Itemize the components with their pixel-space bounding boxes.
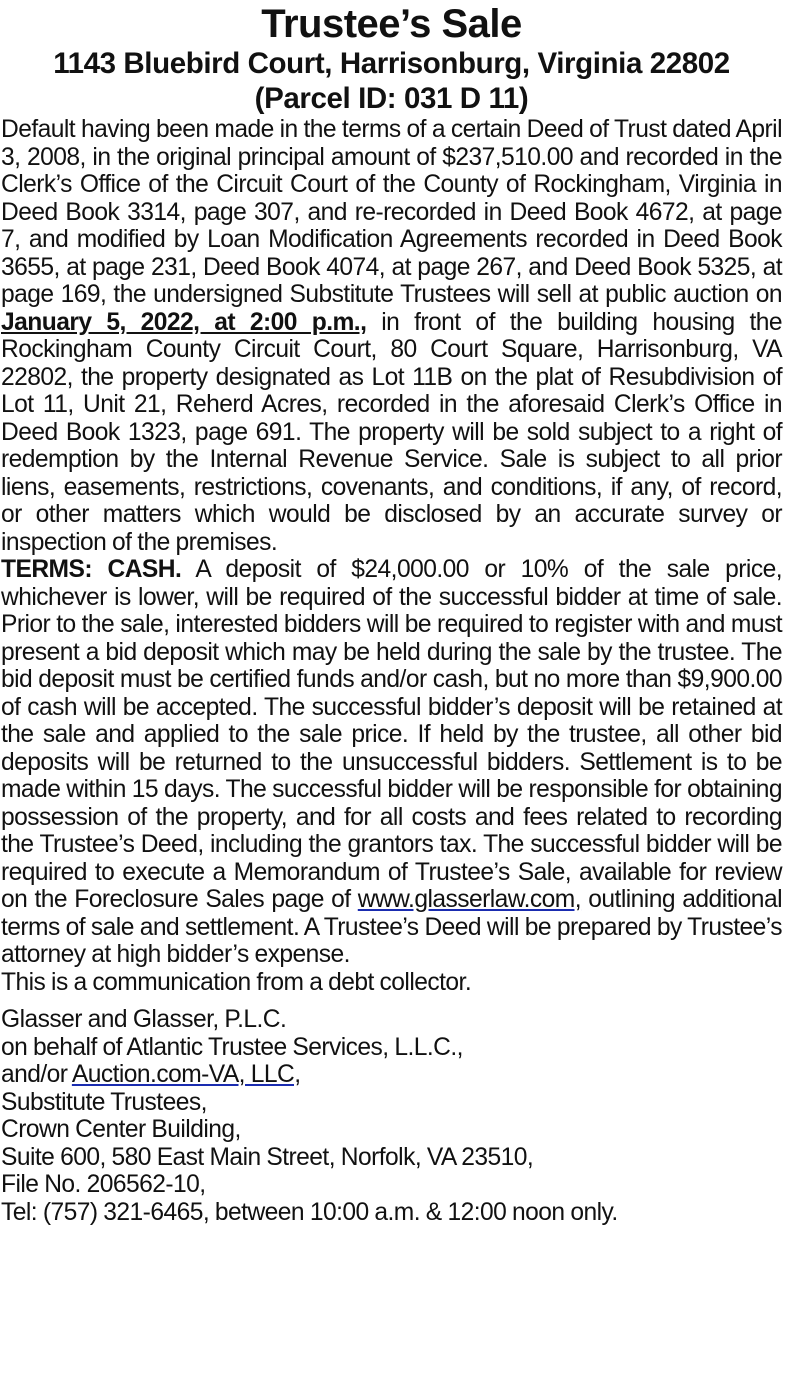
sale-date: January 5, 2022, at 2:00 p.m., (1, 308, 367, 336)
paragraph1-before-date: Default having been made in the terms of a certain Deed of Trust dated April 3, 2008, in the original principal amount of $237,510.00 and recorded in the Clerk’s Office of the Circuit Court of the County of Rockingham, Virginia in Deed Book 3314, page 307, and re-recorded in Deed Book 4672, at page 7, and modified by Loan Modification Agreements recorded in Deed Book 3655, at page 231, Deed Book 4074, at page 267, and Deed Book 5325, at page 169, the undersigned Substitute Trustees will sell at public auction on (1, 116, 782, 308)
andor-prefix: and/or (1, 1061, 68, 1088)
andor-line (1, 1061, 782, 1089)
property-address: 1143 Bluebird Court, Harrisonburg, Virginia 22802 (53, 47, 730, 80)
street-address: Suite 600, 580 East Main Street, Norfolk, VA 23510, (1, 1143, 534, 1171)
building-name: Crown Center Building, (1, 1116, 241, 1143)
auction-link[interactable]: Auction.com-VA, LLC, (71, 1061, 301, 1088)
contact-block (1, 1006, 782, 1226)
firm-name: Glasser and Glasser, P.L.C. (1, 1006, 287, 1033)
file-number: File No. 206562-10, (1, 1171, 206, 1198)
cash-terms-paragraph (1, 556, 782, 969)
parcel-id: (Parcel ID: 031 D 11) (254, 82, 529, 115)
terms-label: TERMS: CASH. (1, 556, 182, 583)
paragraph2-before-link: A deposit of $24,000.00 or 10% of the sale price, whichever is lower, will be required of the successful bidder at time of sale. Prior to the sale, interested bidders will be required to register with and must present a bid deposit which may be held during the sale by the trustee. The bid deposit must be certified funds and/or cash, but no more than $9,900.00 of cash will be accepted. The successful bidder’s deposit will be retained at the sale and applied to the sale price. If held by the trustee, all other bid deposits will be returned to the unsuccessful bidders. Settlement is to be made within 15 days. The successful bidder will be responsible for obtaining possession of the property, and for all costs and fees related to recording the Trustee’s Deed, including the grantors tax. The successful bidder will be required to execute a Memorandum of Trustee’s Sale, available for review on the Foreclosure Sales page of (1, 556, 782, 913)
paragraph1-after-date: in front of the building housing the Rockingham County Circuit Court, 80 Court Square, Harrisonburg, VA 22802, the property designated as Lot 11B on the plat of Resubdivision of Lot 11, Unit 21, Reherd Acres, recorded in the aforesaid Clerk’s Office in Deed Book 1323, page 691. The property will be sold subject to a right of redemption by the Internal Revenue Service. Sale is subject to all prior liens, easements, restrictions, covenants, and conditions, if any, of record, or other matters which would be disclosed by an accurate survey or inspection of the premises. (1, 308, 783, 556)
notice-title: Trustee’s Sale (261, 2, 522, 46)
sale-terms-paragraph (1, 116, 782, 556)
glasserlaw-link[interactable]: www.glasserlaw.com, (357, 886, 582, 913)
trustee-role: Substitute Trustees, (1, 1088, 207, 1116)
paragraph2-after-link: outlining additional terms of sale and settlement. A Trustee’s Deed will be prepared by Trustee’s attorney at high bidder’s expense. (1, 886, 782, 968)
notice-body (1, 116, 782, 1226)
debt-collector-notice: This is a communication from a debt collector. (1, 968, 472, 996)
telephone: Tel: (757) 321-6465, between 10:00 a.m. & 12:00 noon only. (1, 1198, 618, 1226)
on-behalf-line: on behalf of Atlantic Trustee Services, L.L.C., (1, 1033, 463, 1061)
